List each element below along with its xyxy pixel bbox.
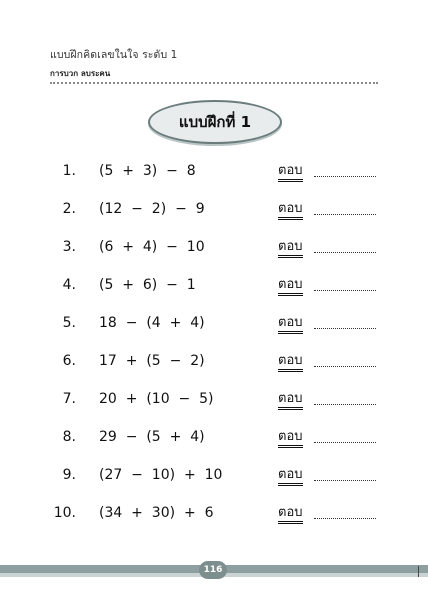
- answer-blank[interactable]: [314, 480, 376, 481]
- problem-row: [0, 391, 428, 415]
- problem-number: 3.: [62, 239, 76, 255]
- problem-row: [0, 201, 428, 225]
- problem-number: 9.: [62, 467, 76, 483]
- problem-number: 7.: [62, 391, 76, 407]
- answer-label: ตอบ: [278, 505, 303, 524]
- answer-blank[interactable]: [314, 404, 376, 405]
- problem-number: 5.: [62, 315, 76, 331]
- answer-blank[interactable]: [314, 442, 376, 443]
- page-number-tab: [199, 561, 227, 579]
- exercise-badge-label: แบบฝึกที่ 1: [178, 113, 252, 131]
- problem-number: 2.: [62, 201, 76, 217]
- problem-row: [0, 505, 428, 529]
- problem-number: 1.: [62, 163, 76, 179]
- problem-expression: 17 + (5 − 2): [99, 353, 205, 369]
- answer-label: ตอบ: [278, 467, 303, 486]
- header-divider: [50, 82, 378, 84]
- answer-label: ตอบ: [278, 163, 303, 182]
- problem-expression: (5 + 6) − 1: [99, 277, 196, 293]
- problem-number: 10.: [53, 505, 76, 521]
- answer-label: ตอบ: [278, 315, 303, 334]
- page-number: 116: [203, 565, 223, 575]
- problem-row: [0, 467, 428, 491]
- problem-number: 4.: [62, 277, 76, 293]
- problem-expression: (34 + 30) + 6: [99, 505, 214, 521]
- answer-blank[interactable]: [314, 176, 376, 177]
- problem-row: [0, 163, 428, 187]
- worksheet-subtitle: การบวก ลบระคน: [50, 69, 111, 78]
- footer-edge-mark: [418, 566, 419, 577]
- answer-label: ตอบ: [278, 277, 303, 296]
- answer-blank[interactable]: [314, 252, 376, 253]
- exercise-badge: [148, 100, 282, 144]
- answer-label: ตอบ: [278, 391, 303, 410]
- answer-label: ตอบ: [278, 201, 303, 220]
- answer-label: ตอบ: [278, 239, 303, 258]
- problem-expression: (27 − 10) + 10: [99, 467, 223, 483]
- answer-blank[interactable]: [314, 290, 376, 291]
- worksheet-title: แบบฝึกคิดเลขในใจ ระดับ 1: [50, 49, 178, 61]
- problem-row: [0, 239, 428, 263]
- problem-row: [0, 277, 428, 301]
- problem-expression: (6 + 4) − 10: [99, 239, 205, 255]
- answer-blank[interactable]: [314, 214, 376, 215]
- problem-row: [0, 315, 428, 339]
- problem-row: [0, 429, 428, 453]
- answer-blank[interactable]: [314, 366, 376, 367]
- answer-label: ตอบ: [278, 429, 303, 448]
- problem-number: 8.: [62, 429, 76, 445]
- problem-row: [0, 353, 428, 377]
- problem-expression: (5 + 3) − 8: [99, 163, 196, 179]
- answer-label: ตอบ: [278, 353, 303, 372]
- answer-blank[interactable]: [314, 328, 376, 329]
- answer-blank[interactable]: [314, 518, 376, 519]
- problem-expression: 29 − (5 + 4): [99, 429, 205, 445]
- problem-expression: (12 − 2) − 9: [99, 201, 205, 217]
- problem-expression: 18 − (4 + 4): [99, 315, 205, 331]
- problem-expression: 20 + (10 − 5): [99, 391, 214, 407]
- problem-number: 6.: [62, 353, 76, 369]
